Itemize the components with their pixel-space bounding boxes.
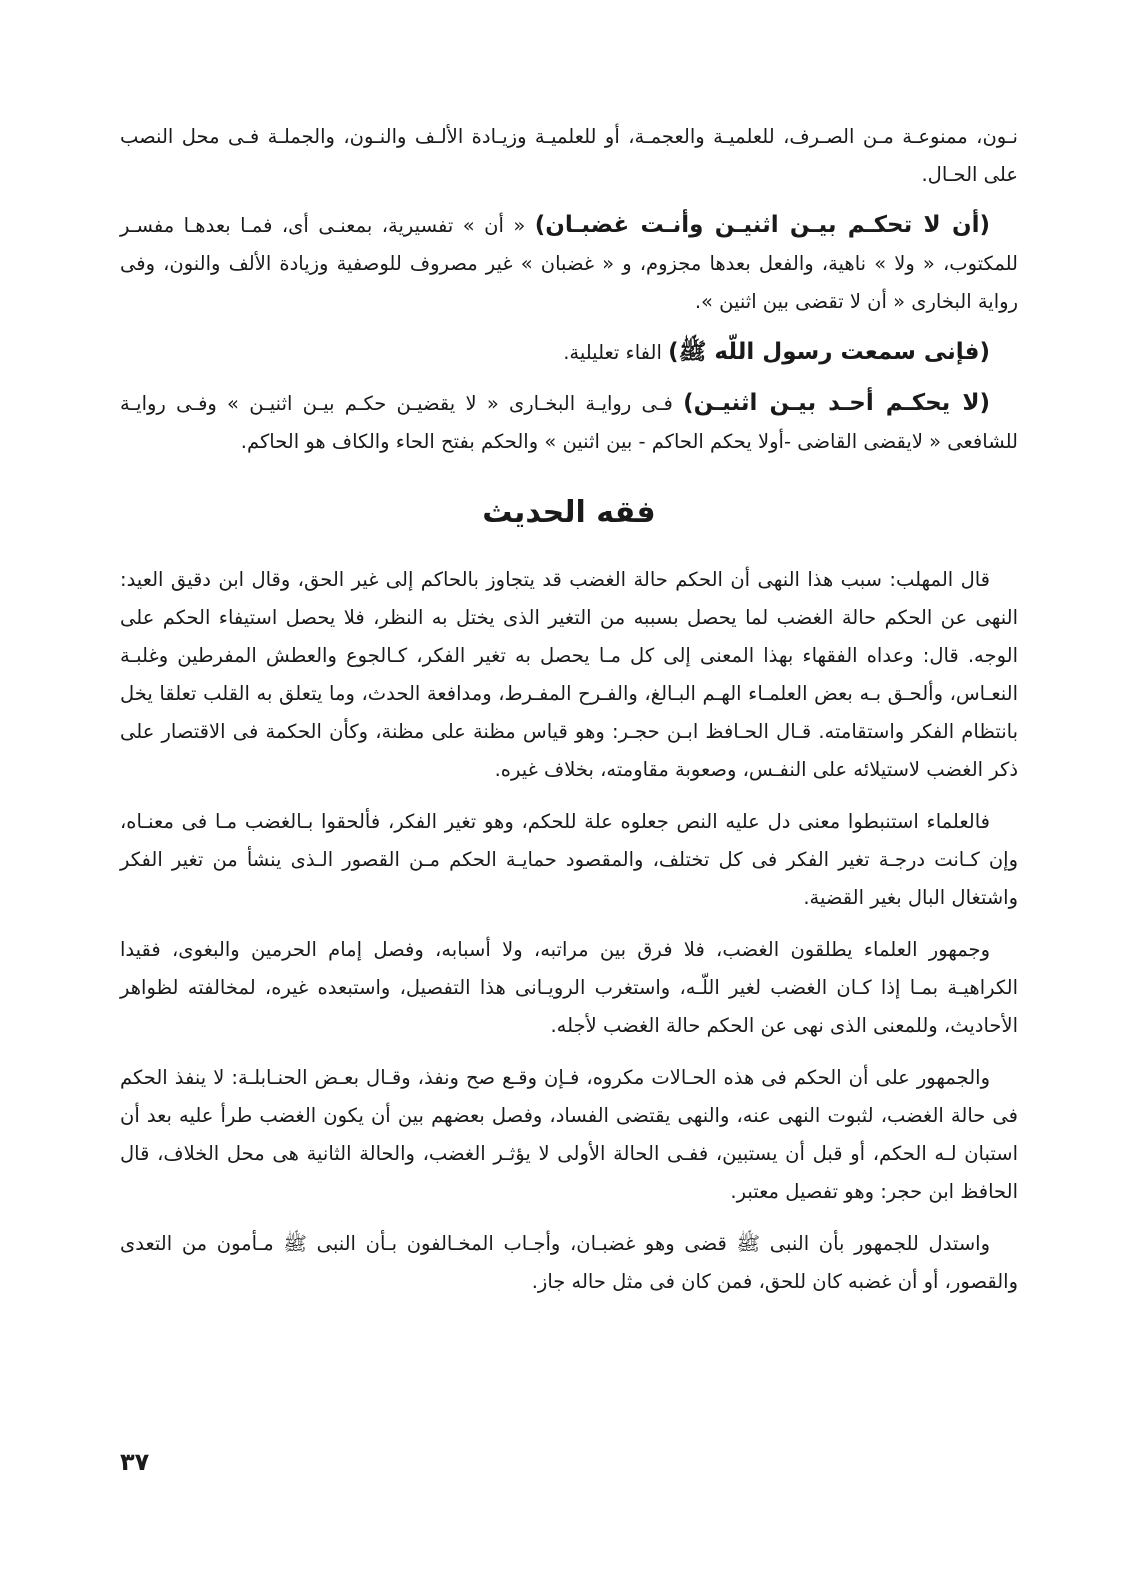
lemma-commentary: الفاء تعليلية. bbox=[563, 341, 669, 364]
paragraph-intro-continuation bbox=[120, 118, 1018, 194]
paragraph-lemma-1 bbox=[120, 206, 1018, 321]
lemma-heading: (أن لا تحكـم بيـن اثنيـن وأنـت غضبـان) bbox=[534, 212, 990, 238]
paragraph-lemma-3 bbox=[120, 384, 1018, 461]
body-paragraph: قال المهلب: سبب هذا النهى أن الحكم حالة الغضب قد يتجاوز بالحاكم إلى غير الحق، وقال ابن دقيق العيد: النهى عن الحكم حالة الغضب لما يحصل بسببه من التغير الذى يختل به النظر، فلا يحصل استيفاء الحكم على الوجه. قال: وعداه الفقهاء بهذا المعنى إلى كل مـا يحصل به تغير الفكر، كـالجوع والعطش المفرطين وغلبـة النعـاس، وألحـق بـه بعض العلمـاء الهـم البـالغ، والفـرح المفـرط، ومدافعة الحدث، وما يتعلق به القلب تعلقا يخل بانتظام الفكر واستقامته. قـال الحـافظ ابـن حجـر: وهو قياس مظنة على مظنة، وكأن الحكمة فى الاقتصار على ذكر الغضب لاستيلائه على النفـس، وصعوبة مقاومته، بخلاف غيره. bbox=[120, 568, 1018, 781]
body-paragraph: فالعلماء استنبطوا معنى دل عليه النص جعلوه علة للحكم، وهو تغير الفكر، فألحقوا بـالغضب مـا فى معنـاه، وإن كـانت درجـة تغير الفكر فى كل تختلف، والمقصود حمايـة الحكم مـن القصور الـذى ينشأ من تغير الفكر واشتغال البال بغير القضية. bbox=[120, 810, 1018, 909]
paragraph-text: نـون، ممنوعـة مـن الصـرف، للعلميـة والعجمـة، أو للعلميـة وزيـادة الألـف والنـون، والجملـة فـى محل النصب على الحـال. bbox=[120, 125, 1018, 186]
body-paragraph: واستدل للجمهور بأن النبى ﷺ قضى وهو غضبـان، وأجـاب المخـالفون بـأن النبى ﷺ مـأمون من التعدى والقصور، أو أن غضبه كان للحق، فمن كان فى مثل حاله جاز. bbox=[120, 1232, 1018, 1293]
page-number: ٣٧ bbox=[120, 1448, 150, 1476]
document-page bbox=[120, 118, 1018, 1301]
lemma-commentary: « أن » تفسيرية، بمعنـى أى، فمـا بعدهـا مفسـر للمكتوب، « ولا » ناهية، والفعل بعدها مجزوم، و « غضبان » غير مصروف للوصفية وزيادة الألف والنون، وفى رواية البخارى « أن لا تقضى بين اثنين ». bbox=[120, 214, 1018, 313]
lemma-commentary: فـى روايـة البخـارى « لا يقضيـن حكـم بيـن اثنيـن » وفـى روايـة للشافعى « لايقضى القاضى -أولا يحكم الحاكم - بين اثنين » والحكم بفتح الحاء والكاف هو الحاكم. bbox=[120, 392, 1018, 453]
lemma-heading: (لا يحكـم أحـد بيـن اثنيـن) bbox=[683, 390, 990, 416]
body-paragraph: وجمهور العلماء يطلقون الغضب، فلا فرق بين مراتبه، ولا أسبابه، وفصل إمام الحرمين والبغوى، فقيدا الكراهيـة بمـا إذا كـان الغضب لغير اللّـه، واستغرب الرويـانى هذا التفصيل، واستبعده غيره، لمخالفته لظواهر الأحاديث، وللمعنى الذى نهى عن الحكم حالة الغضب لأجله. bbox=[120, 938, 1018, 1037]
section-title: فقه الحديث bbox=[482, 495, 656, 530]
body-paragraph: والجمهور على أن الحكم فى هذه الحـالات مكروه، فـإن وقـع صح ونفذ، وقـال بعـض الحنـابلـة: لا ينفذ الحكم فى حالة الغضب، لثبوت النهى عنه، والنهى يقتضى الفساد، وفصل بعضهم بين أن يكون الغضب طرأ عليه بعد أن استبان لـه الحكم، أو قبل أن يستبين، ففـى الحالة الأولى لا يؤثـر الغضب، والحالة الثانية هى محل الخلاف، قال الحافظ ابن حجر: وهو تفصيل معتبر. bbox=[120, 1066, 1018, 1203]
lemma-heading: (فإنى سمعت رسول اللّه ﷺ) bbox=[668, 339, 990, 365]
paragraph-lemma-2 bbox=[120, 333, 1018, 372]
